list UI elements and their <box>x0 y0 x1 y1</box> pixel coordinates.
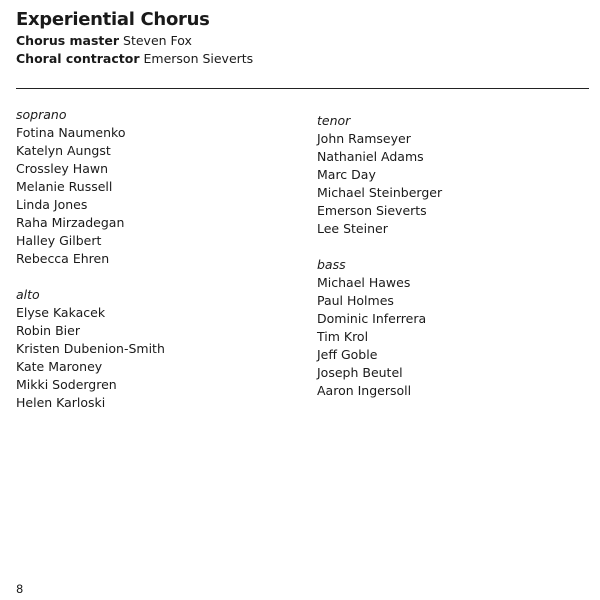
credit-name: Steven Fox <box>123 33 192 48</box>
member-name: Joseph Beutel <box>317 365 403 380</box>
member-name: Nathaniel Adams <box>317 149 424 164</box>
member-list <box>317 274 587 400</box>
member-list <box>16 304 286 412</box>
section-heading: soprano <box>16 107 67 122</box>
member-name: Halley Gilbert <box>16 233 102 248</box>
member-name: Kristen Dubenion-Smith <box>16 341 165 356</box>
page-number: 8 <box>16 582 24 596</box>
section-bass <box>317 256 587 400</box>
section-tenor <box>317 112 587 238</box>
member-name: Raha Mirzadegan <box>16 215 125 230</box>
member-name: Crossley Hawn <box>16 161 109 176</box>
member-name: Paul Holmes <box>317 293 394 308</box>
section-alto <box>16 286 286 412</box>
member-name: Tim Krol <box>317 329 369 344</box>
member-name: Linda Jones <box>16 197 88 212</box>
member-list <box>317 130 587 238</box>
section-soprano <box>16 106 286 268</box>
member-name: Elyse Kakacek <box>16 305 106 320</box>
member-name: Jeff Goble <box>317 347 378 362</box>
member-name: John Ramseyer <box>317 131 411 146</box>
member-name: Melanie Russell <box>16 179 113 194</box>
member-name: Helen Karloski <box>16 395 106 410</box>
page-title: Experiential Chorus <box>16 9 210 30</box>
member-name: Robin Bier <box>16 323 80 338</box>
member-name: Rebecca Ehren <box>16 251 110 266</box>
section-heading: alto <box>16 287 40 302</box>
credit-name: Emerson Sieverts <box>143 51 254 66</box>
member-list <box>16 124 286 268</box>
section-heading: tenor <box>317 113 351 128</box>
member-name: Marc Day <box>317 167 376 182</box>
member-name: Lee Steiner <box>317 221 388 236</box>
credit-role: Choral contractor <box>16 51 140 66</box>
member-name: Michael Hawes <box>317 275 411 290</box>
member-name: Mikki Sodergren <box>16 377 117 392</box>
member-name: Michael Steinberger <box>317 185 443 200</box>
credit-chorus-master <box>16 32 192 50</box>
member-name: Dominic Inferrera <box>317 311 427 326</box>
member-name: Katelyn Aungst <box>16 143 111 158</box>
member-name: Aaron Ingersoll <box>317 383 412 398</box>
section-heading: bass <box>317 257 346 272</box>
credit-role: Chorus master <box>16 33 120 48</box>
divider <box>16 88 589 89</box>
credit-choral-contractor <box>16 50 253 68</box>
member-name: Emerson Sieverts <box>317 203 427 218</box>
member-name: Kate Maroney <box>16 359 103 374</box>
member-name: Fotina Naumenko <box>16 125 126 140</box>
